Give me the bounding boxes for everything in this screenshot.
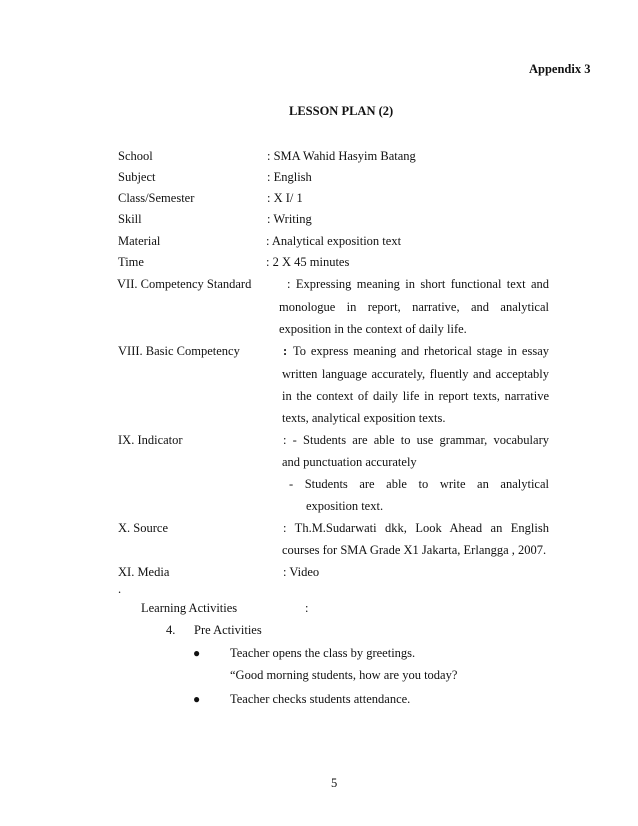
- appendix-label: Appendix 3: [529, 62, 591, 76]
- info-value-subject: : English: [267, 170, 312, 184]
- media-label: XI. Media: [118, 565, 170, 579]
- basic-competency-line: To express meaning and rhetorical stage in essay: [293, 344, 549, 358]
- indicator-line: - Students are able to write an analytical: [289, 477, 549, 491]
- learning-activities-label: Learning Activities: [141, 601, 238, 615]
- source-label: X. Source: [118, 521, 168, 535]
- info-label-school: School: [118, 149, 153, 163]
- basic-competency-colon: :: [283, 344, 288, 358]
- source-line: courses for SMA Grade X1 Jakarta, Erlangga , 2007.: [282, 543, 547, 557]
- activity-item: Teacher opens the class by greetings.: [230, 646, 416, 660]
- indicator-line: : - Students are able to use grammar, vocabulary: [283, 433, 549, 447]
- basic-competency-line: texts, analytical exposition texts.: [282, 411, 446, 425]
- learning-activities-colon: :: [305, 601, 309, 615]
- basic-competency-line: written language accurately, fluently and acceptably: [282, 367, 549, 381]
- info-label-subject: Subject: [118, 170, 156, 184]
- competency-standard-line: exposition in the context of daily life.: [279, 322, 467, 336]
- basic-competency-line: in the context of daily life in report texts, narrative: [282, 389, 549, 403]
- page-title: LESSON PLAN (2): [289, 104, 394, 118]
- info-label-class: Class/Semester: [118, 191, 195, 205]
- pre-activities-number: 4.: [166, 623, 176, 637]
- activity-item-sub: “Good morning students, how are you today?: [230, 668, 458, 682]
- basic-competency-label: VIII. Basic Competency: [118, 344, 240, 358]
- activity-item: Teacher checks students attendance.: [230, 692, 411, 706]
- info-value-skill: : Writing: [267, 212, 312, 226]
- info-label-time: Time: [118, 255, 144, 269]
- competency-standard-line: : Expressing meaning in short functional text and: [287, 277, 549, 291]
- info-label-skill: Skill: [118, 212, 142, 226]
- info-label-material: Material: [118, 234, 161, 248]
- indicator-label: IX. Indicator: [118, 433, 183, 447]
- media-value: : Video: [283, 565, 320, 579]
- source-line: : Th.M.Sudarwati dkk, Look Ahead an English: [283, 521, 549, 535]
- info-value-material: : Analytical exposition text: [266, 234, 402, 248]
- stray-dot: .: [118, 582, 122, 596]
- pre-activities-label: Pre Activities: [194, 623, 262, 637]
- info-value-class: : X I/ 1: [267, 191, 303, 205]
- indicator-line: exposition text.: [306, 499, 384, 513]
- info-value-school: : SMA Wahid Hasyim Batang: [267, 149, 416, 163]
- info-value-time: : 2 X 45 minutes: [266, 255, 350, 269]
- indicator-line: and punctuation accurately: [282, 455, 417, 469]
- competency-standard-line: monologue in report, narrative, and analytical: [279, 300, 549, 314]
- bullet-icon: ●: [193, 646, 201, 660]
- page-number: 5: [331, 776, 338, 790]
- bullet-icon: ●: [193, 692, 201, 706]
- competency-standard-label: VII. Competency Standard: [117, 277, 252, 291]
